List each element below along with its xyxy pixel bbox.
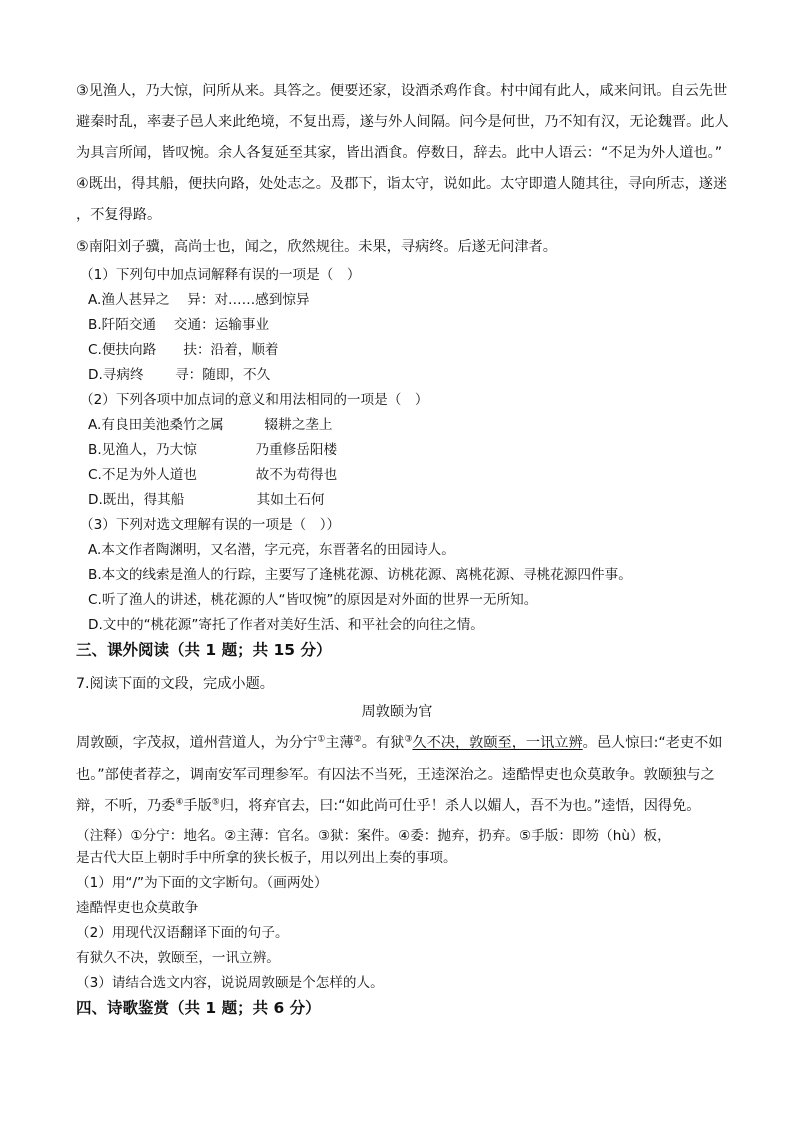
question-3-option-a: A.本文作者陶渊明，又名潜，字元亮，东晋著名的田园诗人。 <box>88 542 455 558</box>
notes-line-1: （注释）①分宁：地名。②主薄：官名。③狱：案件。④委：抛弃，扔弃。⑤手版：即笏（hù）板， <box>76 828 671 844</box>
passage-paragraph-3-line-2: 避秦时乱，率妻子邑人来此绝境，不复出焉，遂与外人间隔。问今是何世，乃不知有汉，无论魏晋。此人 <box>76 114 729 130</box>
question-2-option-b: B.见渔人，乃大惊 乃重修岳阳楼 <box>88 442 338 458</box>
passage-2-text: 。有狱 <box>361 735 405 751</box>
question-2-stem: （2）下列各项中加点词的意义和用法相同的一项是（ ） <box>80 392 429 408</box>
footnote-marker-5: ⑤ <box>211 797 220 808</box>
question-2-option-a: A.有良田美池桑竹之属 辍耕之垄上 <box>88 417 333 433</box>
question-3-stem: （3）下列对选文理解有误的一项是（ ）） <box>80 517 341 533</box>
passage-paragraph-4-line-1: ④既出，得其船，便扶向路，处处志之。及郡下，诣太守，说如此。太守即遣人随其往，寻向所志，遂迷 <box>76 176 728 192</box>
question-7-1-stem: （1）用“/”为下面的文字断句。（画两处） <box>76 875 328 891</box>
passage-2-line-2: 也。”部使者荐之，调南安军司理参军。有囚法不当死，王逵深治之。逵酷悍吏也众莫敢争。敦颐独与之 <box>76 767 715 783</box>
passage-2-text: 主薄 <box>325 735 354 751</box>
question-7-3-stem: （3）请结合选文内容，说说周敦颐是个怎样的人。 <box>76 975 384 991</box>
passage-2-line-3 <box>76 796 726 816</box>
passage-paragraph-4-line-2: ，不复得路。 <box>76 207 162 223</box>
question-7-2-text: 有狱久不决，敦颐至，一讯立辨。 <box>76 950 280 966</box>
notes-line-2: 是古代大臣上朝时手中所拿的狭长板子，用以列出上奏的事项。 <box>76 850 457 866</box>
passage-2-text: 周敦颐，字茂叔，道州营道人，为分宁 <box>76 735 318 751</box>
section-3-heading: 三、课外阅读（共 1 题；共 15 分） <box>76 641 332 659</box>
passage-paragraph-5-line-1: ⑤南阳刘子骥，高尚士也，闻之，欣然规往。未果，寻病终。后遂无问津者。 <box>76 239 557 255</box>
question-2-option-c: C.不足为外人道也 故不为苟得也 <box>88 467 338 483</box>
question-1-option-a: A.渔人甚异之 异：对……感到惊异 <box>88 292 310 308</box>
question-3-option-d: D.文中的“桃花源”寄托了作者对美好生活、和平社会的向往之情。 <box>88 617 484 633</box>
question-1-stem: （1）下列句中加点词解释有误的一项是（ ） <box>80 267 361 283</box>
passage-2-title: 周敦颐为官 <box>361 704 433 720</box>
passage-2-text: 归，将弃官去，曰:“如此尚可仕乎！杀人以媚人，吾不为也。”逵悟，因得免。 <box>219 798 701 814</box>
question-2-option-d: D.既出，得其船 其如土石何 <box>88 492 325 508</box>
passage-paragraph-3-line-1: ③见渔人，乃大惊，问所从来。具答之。便要还家，设酒杀鸡作食。村中闻有此人，咸来问讯。自云先世 <box>76 83 728 99</box>
question-1-option-d: D.寻病终 寻：随即，不久 <box>88 367 271 383</box>
footnote-marker-1: ① <box>317 734 326 745</box>
passage-2-line-1 <box>76 733 726 753</box>
passage-2-text: 。邑人惊曰:“老吏不如 <box>582 735 723 751</box>
question-1-option-b: B.阡陌交通 交通：运输事业 <box>88 317 270 333</box>
footnote-marker-3: ③ <box>404 734 413 745</box>
underlined-sentence: 久不决，敦颐至，一讯立辨 <box>412 735 583 751</box>
question-1-option-c: C.便扶向路 扶：沿着，顺着 <box>88 342 279 358</box>
question-3-option-b: B.本文的线索是渔人的行踪，主要写了逢桃花源、访桃花源、离桃花源、寻桃花源四件事。 <box>88 567 632 583</box>
passage-2-text: 手版 <box>183 798 212 814</box>
question-7-2-stem: （2）用现代汉语翻译下面的句子。 <box>76 925 289 941</box>
passage-paragraph-3-line-3: 为具言所闻，皆叹惋。余人各复延至其家，皆出酒食。停数日，辞去。此中人语云：“不足为外人道也。” <box>76 145 723 161</box>
question-3-option-c: C.听了渔人的讲述，桃花源的人“皆叹惋”的原因是对外面的世界一无所知。 <box>88 592 538 608</box>
question-7-1-text: 逵酷悍吏也众莫敢争 <box>76 900 199 916</box>
footnote-marker-2: ② <box>353 734 362 745</box>
section-4-heading: 四、诗歌鉴赏（共 1 题；共 6 分） <box>76 999 321 1017</box>
item-7-instruction: 7.阅读下面的文段，完成小题。 <box>76 676 274 692</box>
passage-2-text: 辩，不听，乃委 <box>76 798 176 814</box>
footnote-marker-4: ④ <box>175 797 184 808</box>
